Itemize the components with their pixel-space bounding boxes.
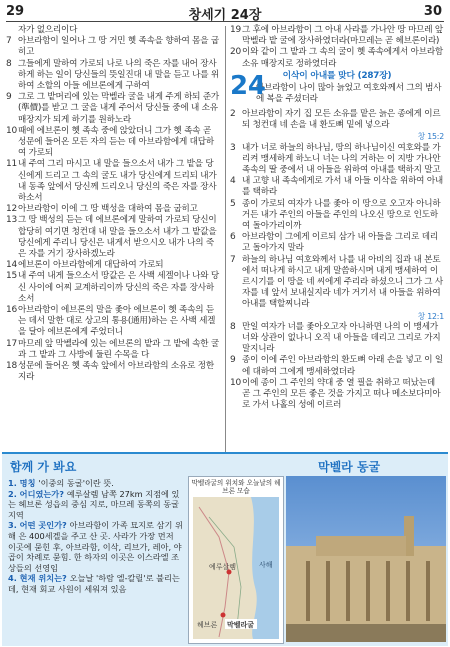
verse-text: 성문에 들어온 헷 족속 앞에서 아브라함의 소유로 정한지라 (18, 361, 214, 383)
cross-reference: 창 12:1 (417, 311, 444, 321)
verse-text: 마므레 앞 막벨라에 있는 에브론의 밭과 그 밭에 속한 굴과 그 밭과 그 사방에 둘린 수목을 다 (18, 338, 220, 360)
info-answer: '이중의 동굴'이란 뜻. (38, 478, 114, 488)
verse-text: 종이 이에 주인 아브라함의 환도뼈 아래 손을 넣고 이 일에 대하여 그에게 맹세하였더라 (242, 355, 444, 377)
info-question: 3. 어떤 곳인가? (8, 520, 70, 531)
verse (230, 255, 444, 311)
cave-photo (286, 476, 446, 642)
hebron-marker (221, 613, 226, 618)
verse-text: 그 땅 백성의 듣는 데 에브론에게 말하여 가로되 당신이 합당히 여기면 청컨대 내 말을 들으소서 내가 그 밭값을 당신에게 주리니 당신은 내게서 받으시오 내가 나의 죽은 자를 거기 장사하겠노라 (18, 215, 217, 260)
verse-number: 13 (6, 215, 18, 226)
info-box (2, 452, 448, 646)
verse-number: 8 (6, 58, 12, 69)
verse-text: 아브라함이 일어나 그 땅 거민 헷 족속을 향하여 몸을 굽히고 (18, 36, 220, 58)
verse-text: 내가 너로 하늘의 하나님, 땅의 하나님이신 여호와를 가리켜 맹세하게 하노니 너는 나의 거하는 이 지방 가나안 족속의 딸 중에서 내 아들을 위하여 아내를 택하지 말고 (242, 142, 441, 176)
verse (230, 232, 444, 254)
verse-number: 10 (230, 377, 242, 388)
verse (6, 215, 220, 260)
verse-text: 내 고향 내 족속에게로 가서 내 아들 이삭을 위하여 아내를 택하라 (242, 176, 444, 198)
ground (286, 624, 446, 642)
verse (230, 143, 444, 177)
info-answer: 오늘날 '하람 엘-칼릴'로 불리는데, 현재 회교 사원이 세워져 있음 (8, 573, 180, 594)
info-item (8, 478, 184, 489)
verse-text: 아브라함이 그에게 이르되 삼가 내 아들을 그리로 데리고 돌아가지 말라 (242, 232, 438, 254)
verse (6, 59, 220, 93)
verse (230, 109, 444, 131)
verse-text: 이와 같이 그 밭과 그 속의 굴이 헷 족속에게서 아브라함 소유 매장지로 정하였더라 (242, 47, 444, 69)
verse-number: 4 (230, 176, 236, 187)
left-column (6, 25, 220, 384)
cave-photo-graphic (286, 476, 446, 642)
verse-text: 내 주여 내게 들으소서 땅값은 은 사백 세겔이나 나와 당신 사이에 어찌 교계하리이까 당신의 죽은 자를 장사하소서 (18, 271, 220, 304)
section-heading: 이삭이 아내를 맞다 (287장) (282, 70, 392, 81)
cave-label: 막벨라굴 (227, 621, 255, 629)
verse-number: 15 (6, 271, 18, 282)
verse (230, 176, 444, 198)
verse-number: 6 (230, 232, 236, 243)
verse-text: 아브라함이 이에 그 땅 백성을 대하여 몸을 굽히고 (18, 204, 198, 215)
verse-number: 2 (230, 109, 236, 120)
verse-number: 16 (6, 305, 18, 316)
page-header (0, 0, 450, 22)
verse-text: 아브라함이 나이 많아 늙었고 여호와께서 그의 범사에 복을 주셨더라 (256, 83, 442, 105)
chapter-number: 24 (230, 71, 266, 102)
verse-text: 하늘의 하나님 여호와께서 나를 내 아비의 집과 내 본토에서 떠나게 하시고 내게 말씀하시며 내게 맹세하여 이르시기를 이 땅을 네 씨에게 주리라 하셨으니 그가 그 사자를 네 앞서 보내실지라 네가 거기서 내 아들을 위하여 아내를 택할찌니라 (242, 254, 444, 310)
verse-text: 내 주여 그리 마시고 내 말을 들으소서 내가 그 밭을 당신에게 드리고 그 속의 굴도 내가 당신에게 드리되 내가 내 동족 앞에서 당신께 드리오니 당신의 죽은 자를 장사하소서 (18, 159, 217, 204)
cross-reference: 창 15:2 (417, 132, 444, 142)
map-caption: 막벨라굴의 위치와 오늘날의 헤브론 모습 (191, 479, 281, 495)
verse-text: 아브라함이 에브론의 말을 좇아 에브론이 헷 족속의 듣는 데서 말한 대로 상고의 통용(通用)하는 은 사백 세겔을 달아 에브론에게 주었더니 (18, 305, 216, 338)
header-rule (6, 21, 444, 22)
verse (6, 305, 220, 339)
info-question: 1. 명칭 (8, 478, 39, 488)
verse-number: 7 (230, 254, 236, 265)
column-divider (225, 26, 226, 452)
verse-number: 10 (6, 125, 18, 136)
sea-label: 사해 (259, 561, 273, 569)
verse-text: 때에 에브론이 헷 족속 중에 앉았더니 그가 헷 족속 곧 성문에 들어온 모든 자의 듣는 데 아브라함에게 대답하여 가로되 (18, 125, 214, 159)
page-number-right: 30 (423, 4, 442, 19)
info-item (8, 520, 184, 573)
verse-number: 7 (6, 36, 12, 47)
verse (6, 260, 220, 271)
upper-wall (316, 536, 406, 556)
verse-number: 3 (230, 142, 236, 153)
info-list (8, 478, 184, 595)
verse (6, 126, 220, 160)
verse (230, 25, 444, 47)
verse (230, 355, 444, 377)
verse-text: 이에 종이 그 주인의 약대 중 열 필을 취하고 떠났는데 곧 그 주인의 모든 좋은 것을 가지고 떠나 메소보다미아로 가서 나홀의 성에 이르러 (242, 377, 441, 411)
verse-number: 12 (6, 204, 18, 215)
info-box-title: 함께 가 봐요 (10, 460, 77, 474)
info-item (8, 573, 184, 594)
photo-title: 막벨라 동굴 (318, 460, 381, 474)
verse (6, 339, 220, 361)
right-column (230, 25, 444, 412)
hebron-label: 헤브론 (197, 621, 218, 629)
verse-number: 18 (6, 361, 18, 372)
verse-text: 만일 여자가 너를 좇아오고자 아니하면 나의 이 맹세가 너와 상관이 없나니 오직 내 아들을 데리고 그리로 가지 말지니라 (242, 321, 441, 355)
verse-number: 8 (230, 321, 236, 332)
verse-text: 그들에게 말하여 가로되 나로 나의 죽은 자를 내어 장사하게 하는 일이 당신들의 뜻일진대 내 말을 듣고 나를 위하여 소할의 아들 에브론에게 구하여 (18, 58, 220, 92)
verse-number: 14 (6, 260, 18, 271)
verse (6, 36, 220, 58)
info-item (8, 489, 184, 521)
map-graphic (189, 477, 283, 643)
verse-number: 20 (230, 47, 242, 58)
verse-number: 9 (6, 92, 12, 103)
verse-number: 17 (6, 338, 18, 349)
verse (6, 271, 220, 305)
verse (6, 92, 220, 126)
verse-number: 11 (6, 159, 18, 170)
verse-text: 그 후에 아브라함이 그 아내 사라를 가나안 땅 마므레 앞 막벨라 밭 굴에 장사하였더라(마므레는 곧 헤브론이라) (242, 25, 444, 47)
jerusalem-label: 예루살렘 (209, 563, 237, 571)
verse (6, 159, 220, 204)
page-number-left: 29 (6, 4, 25, 19)
verse-continuation: 자가 없으리이다 (18, 25, 78, 35)
verse (6, 361, 220, 383)
verse (230, 47, 444, 69)
verse (230, 199, 444, 233)
verse-text: 에브론이 아브라함에게 대답하여 가로되 (18, 260, 164, 271)
info-question: 2. 어디였는가? (8, 488, 67, 499)
verse (6, 204, 220, 215)
info-answer: 예루살렘 남쪽 27km 지점에 있는 헤브론 성읍의 중심 지로, 마므레 동쪽의 동굴 지역 (8, 488, 180, 520)
verse-number: 5 (230, 198, 236, 209)
verse-text: 그로 그 밭머리에 있는 막벨라 굴을 내게 주게 하되 준가(準價)를 받고 그 굴을 내게 주어서 당신들 중에 내 소유 매장지가 되게 하기를 원하노라 (18, 92, 220, 125)
verse-number: 19 (230, 25, 242, 35)
chapter-title: 창세기 24장 (188, 8, 262, 23)
verse-number: 9 (230, 355, 236, 366)
verse (230, 378, 444, 412)
info-question: 4. 현재 위치는? (8, 573, 70, 584)
verse (230, 322, 444, 356)
location-map (188, 476, 284, 644)
verse-text: 종이 가로되 여자가 나를 좇아 이 땅으로 오고자 아니하거든 내가 주인의 아들을 주인의 나오신 땅으로 인도하여 돌아가리이까 (242, 198, 441, 232)
verse-text: 아브라함이 자기 집 모든 소유를 맡은 늙은 종에게 이르되 청컨대 네 손을 내 환도뼈 밑에 넣으라 (242, 109, 441, 131)
info-answer: 아브라함이 가족 묘지로 삼기 위해 은 400세겔을 주고 산 곳. 사라가 가장 먼저 이곳에 묻힌 후, 아브라함, 이삭, 리브가, 레아, 야곱이 차례로 묻힘. 한 하자의 이곳은 이스라엘 조상들의 선영임 (8, 520, 183, 573)
